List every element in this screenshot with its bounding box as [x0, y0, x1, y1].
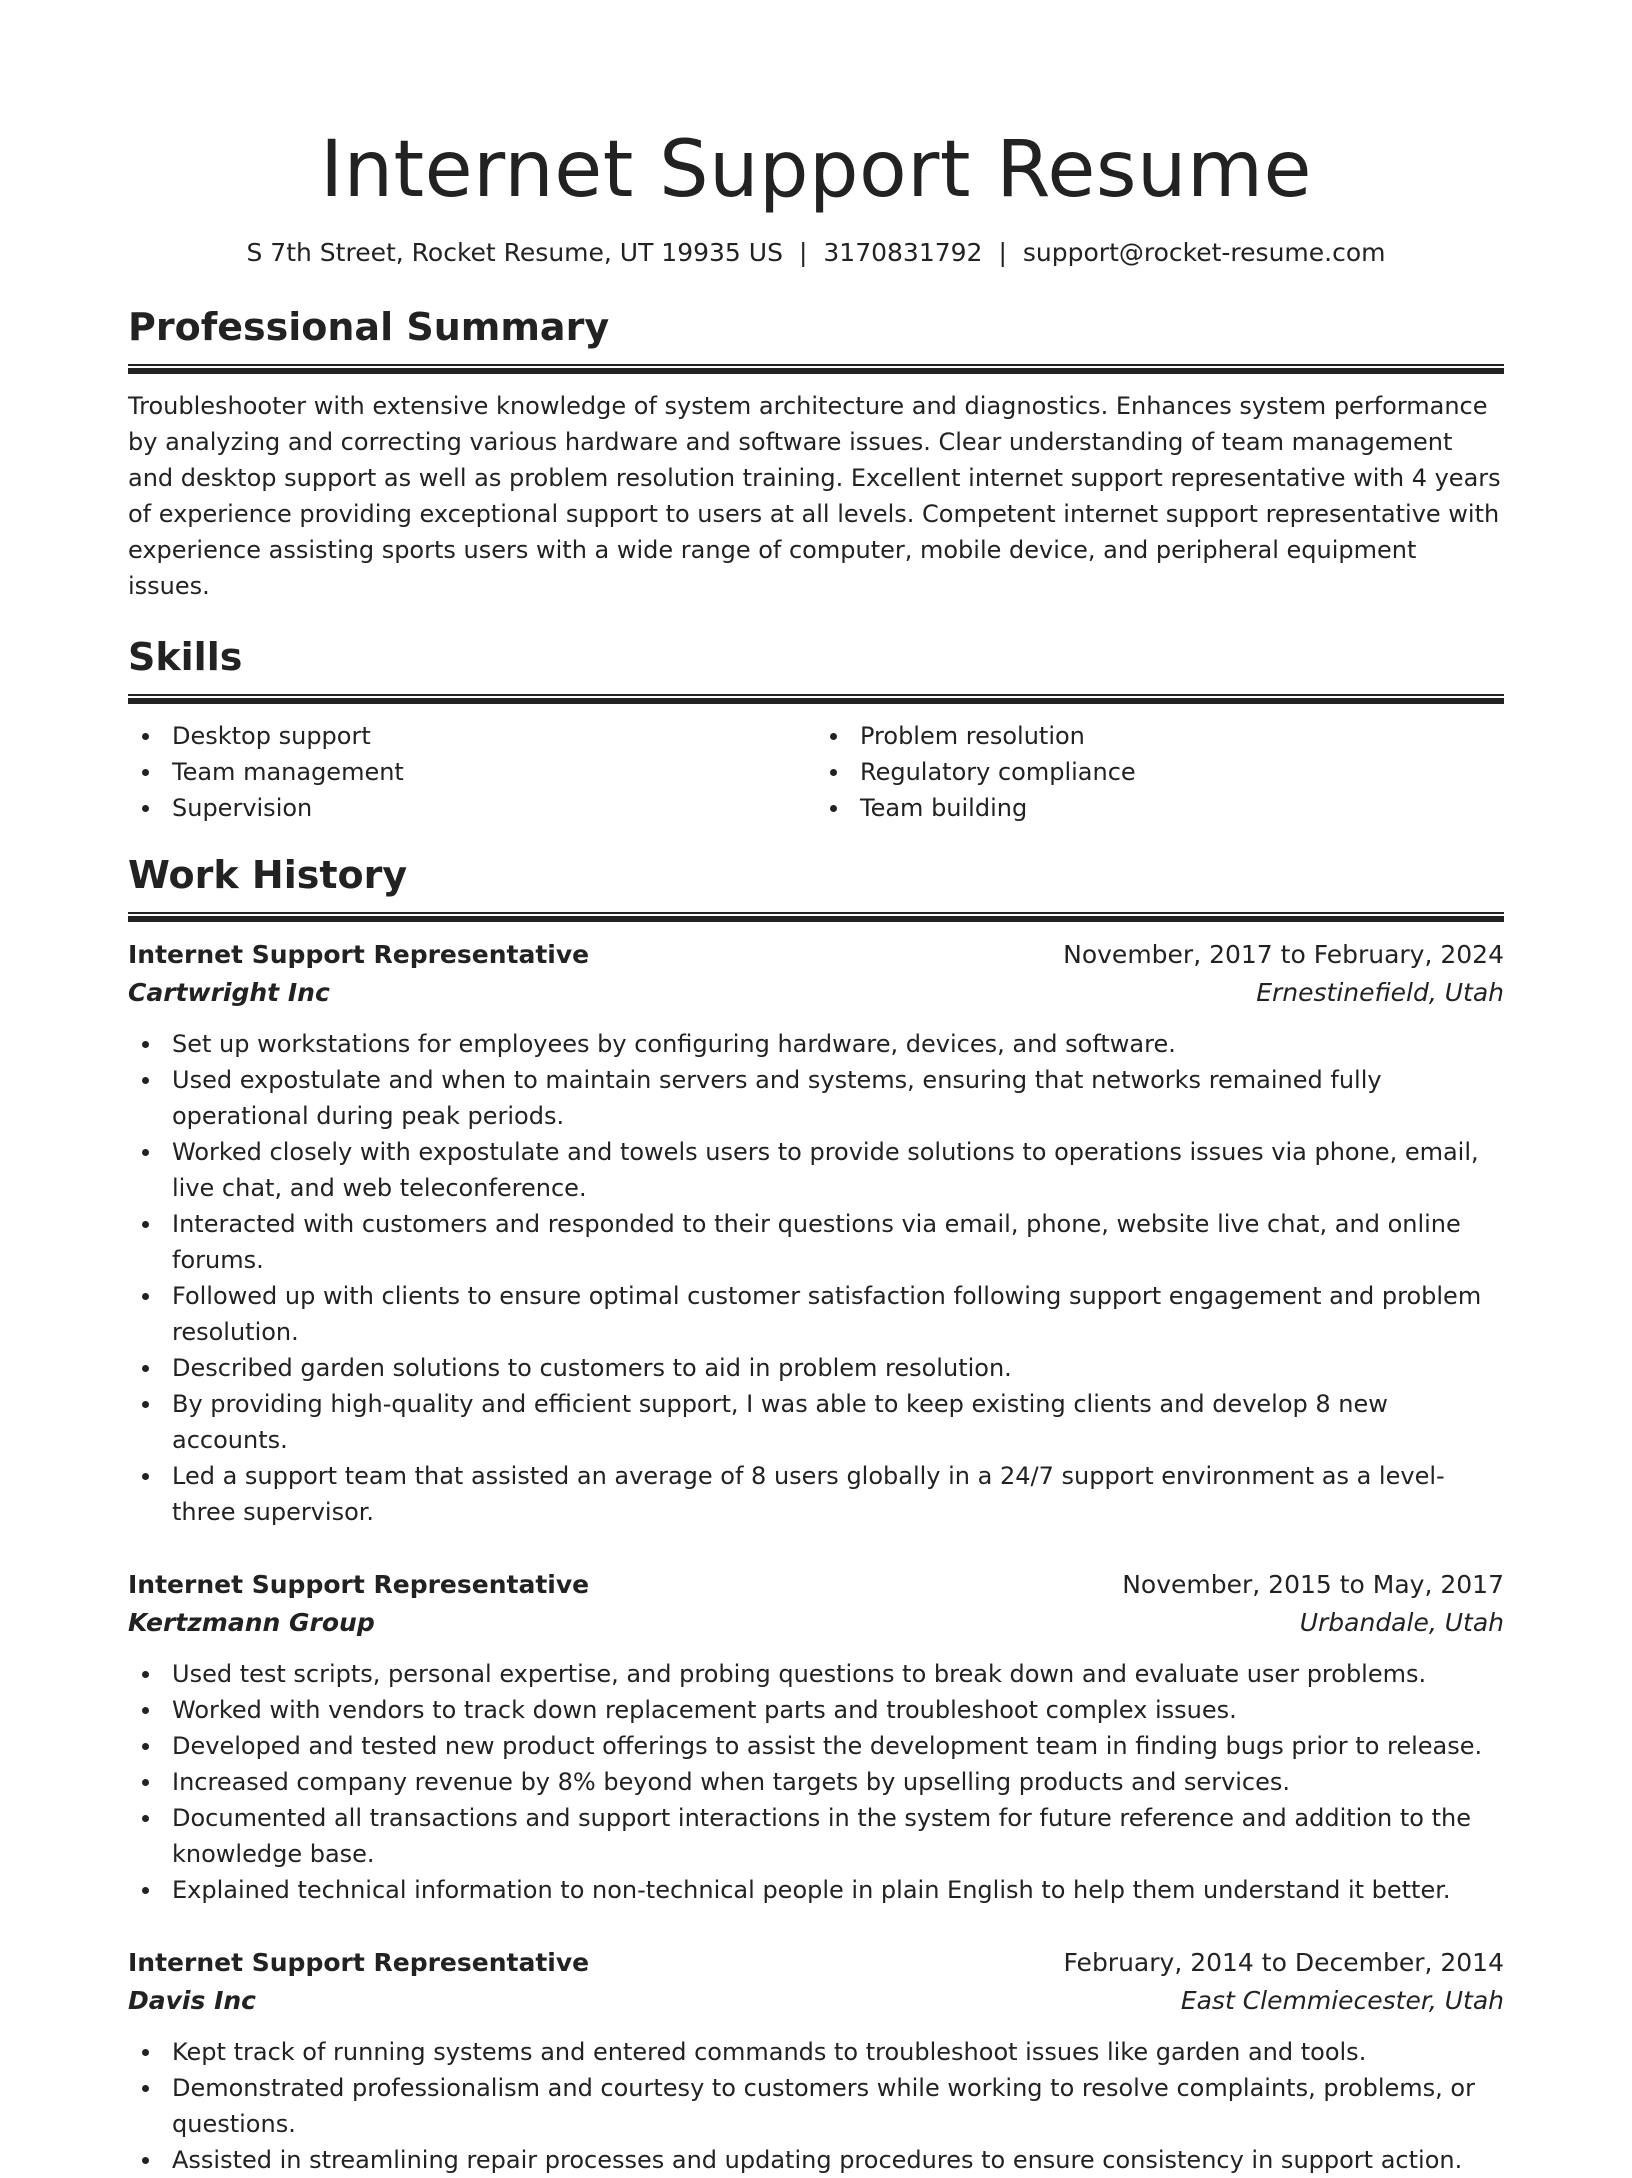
job-title: Internet Support Representative — [128, 1948, 590, 1977]
section-divider — [128, 364, 1504, 374]
job-bullet: Worked closely with expostulate and towels users to provide solutions to operations issues via phone, email, live chat, and web teleconference. — [128, 1134, 1504, 1206]
skills-list — [128, 718, 1504, 826]
job-bullet: Interacted with customers and responded to their questions via email, phone, website live chat, and online forums. — [128, 1206, 1504, 1278]
skill-item: Supervision — [128, 790, 816, 826]
page-title: Internet Support Resume — [320, 125, 1312, 215]
job-bullet: Led a support team that assisted an average of 8 users globally in a 24/7 support environment as a level-three supervisor. — [128, 1458, 1504, 1530]
job-header — [128, 1566, 1504, 1604]
job-entry — [128, 1944, 1504, 2178]
skills-column-right — [816, 718, 1504, 826]
skill-item: Desktop support — [128, 718, 816, 754]
job-subheader — [128, 1604, 1504, 1642]
job-title: Internet Support Representative — [128, 1570, 590, 1599]
job-bullet: Described garden solutions to customers to aid in problem resolution. — [128, 1350, 1504, 1386]
contact-line — [128, 236, 1504, 270]
job-entry — [128, 1566, 1504, 1908]
contact-separator: | — [798, 238, 808, 267]
contact-phone: 3170831792 — [823, 238, 983, 267]
job-bullet: Documented all transactions and support interactions in the system for future reference and addition to the knowledge base. — [128, 1800, 1504, 1872]
skill-item: Problem resolution — [816, 718, 1504, 754]
job-subheader — [128, 1982, 1504, 2020]
section-divider — [128, 694, 1504, 704]
job-location: Ernestinefield, Utah — [1256, 978, 1504, 1007]
job-location: Urbandale, Utah — [1299, 1608, 1504, 1637]
job-bullet: Followed up with clients to ensure optimal customer satisfaction following support engagement and problem resolution. — [128, 1278, 1504, 1350]
contact-email[interactable]: support@rocket-resume.com — [1022, 238, 1386, 267]
work-history-heading: Work History — [128, 853, 408, 897]
job-bullets — [128, 2034, 1504, 2178]
job-bullets — [128, 1026, 1504, 1530]
job-dates: November, 2015 to May, 2017 — [1122, 1570, 1504, 1599]
skill-item: Team management — [128, 754, 816, 790]
job-bullet: Increased company revenue by 8% beyond when targets by upselling products and services. — [128, 1764, 1504, 1800]
job-subheader — [128, 974, 1504, 1012]
contact-address: S 7th Street, Rocket Resume, UT 19935 US — [246, 238, 783, 267]
skills-heading: Skills — [128, 635, 243, 679]
job-bullet: Kept track of running systems and entered commands to troubleshoot issues like garden and tools. — [128, 2034, 1504, 2070]
job-header — [128, 936, 1504, 974]
job-bullet: Explained technical information to non-technical people in plain English to help them understand it better. — [128, 1872, 1504, 1908]
skill-item: Regulatory compliance — [816, 754, 1504, 790]
job-bullet: Assisted in streamlining repair processes and updating procedures to ensure consistency in support action. — [128, 2142, 1504, 2178]
skill-item: Team building — [816, 790, 1504, 826]
job-bullet: Demonstrated professionalism and courtesy to customers while working to resolve complaints, problems, or questions. — [128, 2070, 1504, 2142]
job-bullet: Developed and tested new product offerings to assist the development team in finding bugs prior to release. — [128, 1728, 1504, 1764]
job-bullet: By providing high-quality and efficient support, I was able to keep existing clients and develop 8 new accounts. — [128, 1386, 1504, 1458]
job-bullet: Used test scripts, personal expertise, and probing questions to break down and evaluate user problems. — [128, 1656, 1504, 1692]
job-bullet: Used expostulate and when to maintain servers and systems, ensuring that networks remained fully operational during peak periods. — [128, 1062, 1504, 1134]
job-dates: November, 2017 to February, 2024 — [1063, 940, 1504, 969]
job-bullet: Worked with vendors to track down replacement parts and troubleshoot complex issues. — [128, 1692, 1504, 1728]
summary-text: Troubleshooter with extensive knowledge of system architecture and diagnostics. Enhances system performance by analyzing and correcting various hardware and software issues. Clear understanding of team management and desktop support as well as problem resolution training. Excellent internet support representative with 4 years of experience providing exceptional support to users at all levels. Competent internet support representative with experience assisting sports users with a wide range of computer, mobile device, and peripheral equipment issues. — [128, 392, 1501, 600]
job-entry — [128, 936, 1504, 1530]
resume-page — [128, 120, 1504, 2178]
job-title: Internet Support Representative — [128, 940, 590, 969]
summary-heading: Professional Summary — [128, 305, 610, 349]
job-bullets — [128, 1656, 1504, 1908]
skills-column-left — [128, 718, 816, 826]
job-dates: February, 2014 to December, 2014 — [1063, 1948, 1504, 1977]
job-bullet: Set up workstations for employees by configuring hardware, devices, and software. — [128, 1026, 1504, 1062]
section-divider — [128, 912, 1504, 922]
contact-separator: | — [998, 238, 1007, 267]
job-company: Cartwright Inc — [128, 978, 330, 1007]
job-header — [128, 1944, 1504, 1982]
job-company: Davis Inc — [128, 1986, 256, 2015]
job-location: East Clemmiecester, Utah — [1180, 1986, 1504, 2015]
job-company: Kertzmann Group — [128, 1608, 375, 1637]
